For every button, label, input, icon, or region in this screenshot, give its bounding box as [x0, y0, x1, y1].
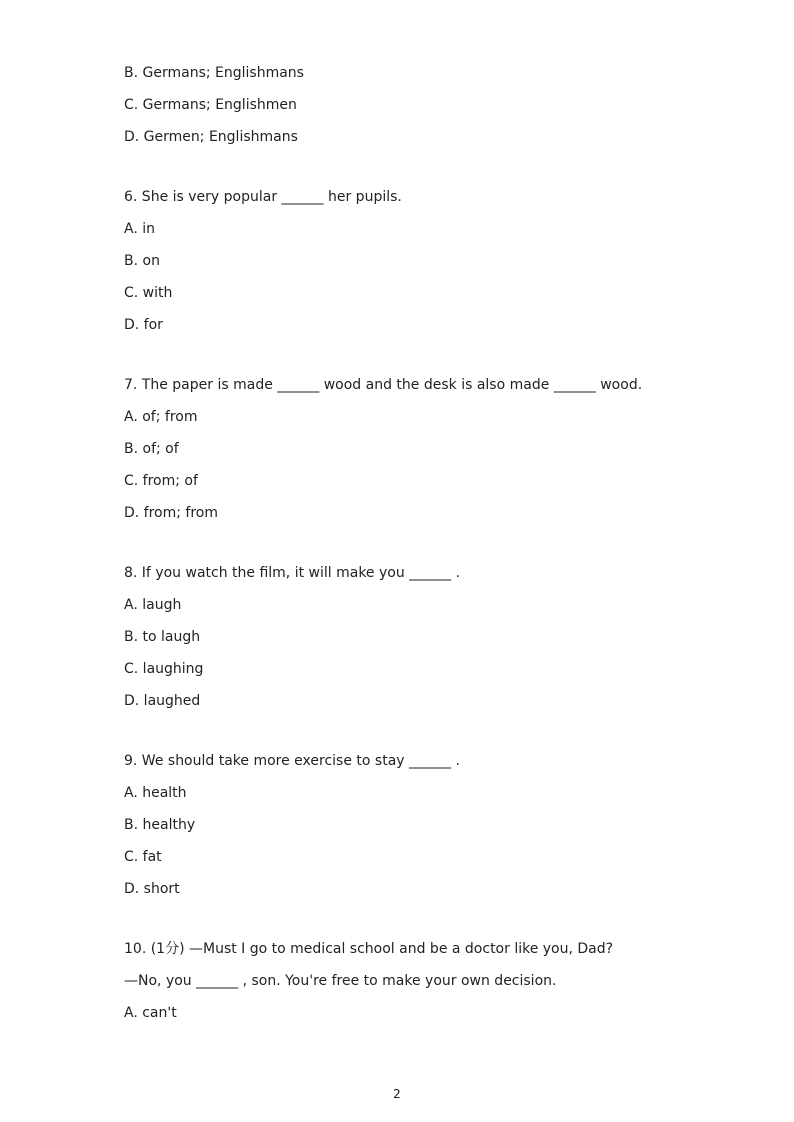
- q8-option-d: D. laughed: [124, 693, 201, 709]
- q9-option-b: B. healthy: [124, 817, 196, 833]
- q5-option-d: D. Germen; Englishmans: [124, 129, 298, 145]
- q7-option-c: C. from; of: [124, 473, 198, 489]
- page-number: 2: [393, 1087, 401, 1101]
- q7-option-a: A. of; from: [124, 409, 198, 425]
- q6-option-a: A. in: [124, 221, 155, 237]
- q10-option-a: A. can't: [124, 1005, 177, 1021]
- q9-option-d: D. short: [124, 881, 180, 897]
- q9-option-c: C. fat: [124, 849, 162, 865]
- q9-option-a: A. health: [124, 785, 187, 801]
- q6-option-b: B. on: [124, 253, 160, 269]
- q6-option-d: D. for: [124, 317, 163, 333]
- q10-stem: 10. (1分) —Must I go to medical school and be a doctor like you, Dad?: [124, 941, 614, 957]
- q8-option-b: B. to laugh: [124, 629, 201, 645]
- q8-option-a: A. laugh: [124, 597, 182, 613]
- q7-option-d: D. from; from: [124, 505, 219, 521]
- q8-option-c: C. laughing: [124, 661, 204, 677]
- q5-option-b: B. Germans; Englishmans: [124, 65, 304, 81]
- q5-option-c: C. Germans; Englishmen: [124, 97, 297, 113]
- q9-stem: 9. We should take more exercise to stay ______ .: [124, 753, 460, 769]
- q8-stem: 8. If you watch the film, it will make you ______ .: [124, 565, 461, 581]
- q7-stem: 7. The paper is made ______ wood and the desk is also made ______ wood.: [124, 377, 643, 393]
- q10-dialogue-reply: —No, you ______ , son. You're free to make your own decision.: [124, 973, 557, 989]
- q6-option-c: C. with: [124, 285, 173, 301]
- q6-stem: 6. She is very popular ______ her pupils.: [124, 189, 402, 205]
- q7-option-b: B. of; of: [124, 441, 179, 457]
